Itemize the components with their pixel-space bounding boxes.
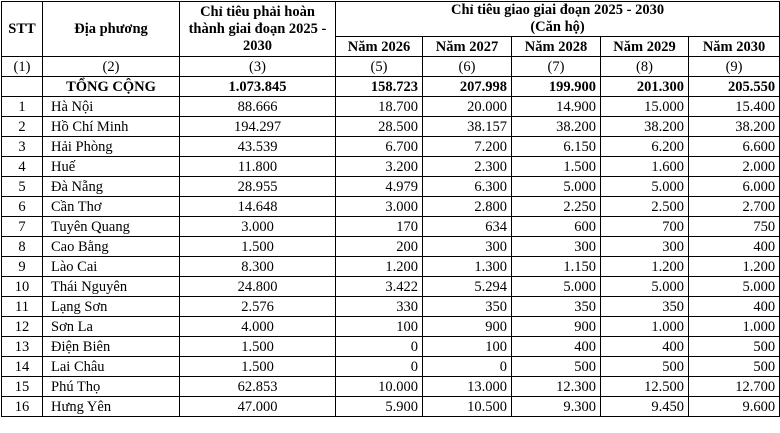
row-year-2029: 5.000 (601, 177, 689, 197)
row-target: 194.297 (180, 117, 336, 137)
col-number: (5) (336, 57, 423, 77)
row-year-2030: 2.000 (689, 157, 780, 177)
row-target: 47.000 (180, 397, 336, 417)
row-locality: Thái Nguyên (43, 277, 180, 297)
row-locality: Phú Thọ (43, 377, 180, 397)
row-year-2030: 15.400 (689, 97, 780, 117)
row-year-2029: 12.500 (601, 377, 689, 397)
row-year-2026: 3.422 (336, 277, 423, 297)
row-year-2029: 300 (601, 237, 689, 257)
row-stt: 8 (2, 237, 43, 257)
row-year-2028: 12.300 (512, 377, 601, 397)
total-year-2030: 205.550 (689, 77, 780, 97)
row-stt: 13 (2, 337, 43, 357)
row-year-2030: 500 (689, 337, 780, 357)
row-year-2028: 6.150 (512, 137, 601, 157)
total-target: 1.073.845 (180, 77, 336, 97)
row-locality: Đà Nẵng (43, 177, 180, 197)
row-year-2030: 1.000 (689, 317, 780, 337)
total-year-2029: 201.300 (601, 77, 689, 97)
row-year-2027: 634 (423, 217, 512, 237)
row-locality: Huế (43, 157, 180, 177)
row-year-2028: 900 (512, 317, 601, 337)
row-locality: Lạng Sơn (43, 297, 180, 317)
row-locality: Hồ Chí Minh (43, 117, 180, 137)
row-year-2030: 6.000 (689, 177, 780, 197)
row-year-2027: 13.000 (423, 377, 512, 397)
header-group-title: Chỉ tiêu giao giai đoạn 2025 - 2030 (450, 2, 665, 18)
row-year-2028: 5.000 (512, 177, 601, 197)
row-stt: 4 (2, 157, 43, 177)
row-year-2030: 6.600 (689, 137, 780, 157)
row-year-2026: 0 (336, 357, 423, 377)
row-year-2028: 38.200 (512, 117, 601, 137)
row-year-2026: 330 (336, 297, 423, 317)
row-locality: Lai Châu (43, 357, 180, 377)
header-locality: Địa phương (43, 2, 180, 57)
row-year-2029: 9.450 (601, 397, 689, 417)
row-stt: 11 (2, 297, 43, 317)
row-year-2028: 1.150 (512, 257, 601, 277)
table-row (2, 217, 780, 237)
row-year-2029: 350 (601, 297, 689, 317)
row-year-2026: 28.500 (336, 117, 423, 137)
row-stt: 16 (2, 397, 43, 417)
row-year-2026: 170 (336, 217, 423, 237)
row-year-2028: 1.500 (512, 157, 601, 177)
row-target: 8.300 (180, 257, 336, 277)
row-year-2029: 6.200 (601, 137, 689, 157)
table-row (2, 397, 780, 417)
total-year-2028: 199.900 (512, 77, 601, 97)
row-stt: 9 (2, 257, 43, 277)
table-row (2, 357, 780, 377)
row-year-2030: 9.600 (689, 397, 780, 417)
row-stt: 10 (2, 277, 43, 297)
row-year-2030: 750 (689, 217, 780, 237)
table-row (2, 97, 780, 117)
header-year-2029: Năm 2029 (601, 37, 689, 57)
col-number: (9) (689, 57, 780, 77)
row-year-2027: 100 (423, 337, 512, 357)
row-year-2026: 200 (336, 237, 423, 257)
row-year-2029: 2.500 (601, 197, 689, 217)
row-target: 24.800 (180, 277, 336, 297)
row-year-2028: 5.000 (512, 277, 601, 297)
table-row (2, 197, 780, 217)
row-stt: 1 (2, 97, 43, 117)
row-year-2027: 38.157 (423, 117, 512, 137)
row-target: 1.500 (180, 357, 336, 377)
row-year-2029: 700 (601, 217, 689, 237)
row-year-2028: 9.300 (512, 397, 601, 417)
row-year-2029: 15.000 (601, 97, 689, 117)
total-label: TỔNG CỘNG (43, 77, 180, 97)
row-year-2029: 1.000 (601, 317, 689, 337)
row-year-2026: 0 (336, 337, 423, 357)
row-year-2026: 6.700 (336, 137, 423, 157)
header-year-2028: Năm 2028 (512, 37, 601, 57)
row-year-2028: 2.250 (512, 197, 601, 217)
row-year-2026: 100 (336, 317, 423, 337)
header-group (336, 2, 780, 37)
row-year-2028: 14.900 (512, 97, 601, 117)
table-row (2, 257, 780, 277)
row-year-2028: 400 (512, 337, 601, 357)
row-year-2026: 1.200 (336, 257, 423, 277)
row-target: 28.955 (180, 177, 336, 197)
row-year-2027: 2.800 (423, 197, 512, 217)
row-year-2030: 400 (689, 237, 780, 257)
row-year-2026: 3.000 (336, 197, 423, 217)
table-row (2, 177, 780, 197)
row-year-2027: 350 (423, 297, 512, 317)
row-year-2028: 350 (512, 297, 601, 317)
row-stt: 3 (2, 137, 43, 157)
col-number: (8) (601, 57, 689, 77)
row-locality: Hà Nội (43, 97, 180, 117)
row-year-2030: 500 (689, 357, 780, 377)
row-year-2029: 1.600 (601, 157, 689, 177)
row-locality: Tuyên Quang (43, 217, 180, 237)
table-row (2, 317, 780, 337)
row-year-2027: 10.500 (423, 397, 512, 417)
header-year-2026: Năm 2026 (336, 37, 423, 57)
row-stt: 7 (2, 217, 43, 237)
row-year-2028: 600 (512, 217, 601, 237)
row-year-2029: 1.200 (601, 257, 689, 277)
row-year-2026: 10.000 (336, 377, 423, 397)
row-locality: Hải Phòng (43, 137, 180, 157)
row-year-2029: 38.200 (601, 117, 689, 137)
row-locality: Điện Biên (43, 337, 180, 357)
row-year-2030: 2.700 (689, 197, 780, 217)
table-row (2, 277, 780, 297)
total-year-2026: 158.723 (336, 77, 423, 97)
table-row (2, 137, 780, 157)
row-year-2026: 5.900 (336, 397, 423, 417)
header-target-total: Chỉ tiêu phải hoàn thành giai đoạn 2025 - 2030 (180, 2, 336, 57)
col-number: (7) (512, 57, 601, 77)
row-locality: Cần Thơ (43, 197, 180, 217)
col-number: (3) (180, 57, 336, 77)
row-year-2026: 3.200 (336, 157, 423, 177)
row-target: 2.576 (180, 297, 336, 317)
table-row (2, 237, 780, 257)
row-year-2028: 300 (512, 237, 601, 257)
row-year-2027: 900 (423, 317, 512, 337)
row-year-2027: 1.300 (423, 257, 512, 277)
header-stt: STT (2, 2, 43, 57)
row-year-2030: 12.700 (689, 377, 780, 397)
row-target: 14.648 (180, 197, 336, 217)
total-year-2027: 207.998 (423, 77, 512, 97)
row-year-2029: 5.000 (601, 277, 689, 297)
row-year-2027: 5.294 (423, 277, 512, 297)
table-row (2, 297, 780, 317)
row-target: 43.539 (180, 137, 336, 157)
total-row (2, 77, 780, 97)
col-number: (1) (2, 57, 43, 77)
row-year-2027: 7.200 (423, 137, 512, 157)
row-year-2030: 400 (689, 297, 780, 317)
row-stt: 2 (2, 117, 43, 137)
row-target: 3.000 (180, 217, 336, 237)
row-target: 1.500 (180, 337, 336, 357)
row-year-2030: 1.200 (689, 257, 780, 277)
column-number-row (2, 57, 780, 77)
table-row (2, 117, 780, 137)
row-year-2026: 18.700 (336, 97, 423, 117)
row-year-2027: 20.000 (423, 97, 512, 117)
row-year-2028: 500 (512, 357, 601, 377)
row-year-2027: 6.300 (423, 177, 512, 197)
row-locality: Lào Cai (43, 257, 180, 277)
row-stt: 14 (2, 357, 43, 377)
row-stt: 12 (2, 317, 43, 337)
table-row (2, 337, 780, 357)
housing-target-table (1, 1, 780, 417)
table-row (2, 157, 780, 177)
row-year-2027: 2.300 (423, 157, 512, 177)
row-year-2030: 5.000 (689, 277, 780, 297)
row-year-2026: 4.979 (336, 177, 423, 197)
row-target: 62.853 (180, 377, 336, 397)
row-stt: 15 (2, 377, 43, 397)
row-stt: 5 (2, 177, 43, 197)
header-year-2030: Năm 2030 (689, 37, 780, 57)
row-year-2027: 300 (423, 237, 512, 257)
row-locality: Hưng Yên (43, 397, 180, 417)
row-target: 1.500 (180, 237, 336, 257)
row-locality: Cao Bằng (43, 237, 180, 257)
col-number: (2) (43, 57, 180, 77)
row-year-2030: 38.200 (689, 117, 780, 137)
row-target: 4.000 (180, 317, 336, 337)
header-year-2027: Năm 2027 (423, 37, 512, 57)
row-target: 11.800 (180, 157, 336, 177)
col-number: (6) (423, 57, 512, 77)
row-stt: 6 (2, 197, 43, 217)
row-locality: Sơn La (43, 317, 180, 337)
header-group-unit: (Căn hộ) (530, 19, 585, 35)
row-year-2029: 400 (601, 337, 689, 357)
row-year-2029: 500 (601, 357, 689, 377)
row-year-2027: 0 (423, 357, 512, 377)
row-target: 88.666 (180, 97, 336, 117)
table-row (2, 377, 780, 397)
